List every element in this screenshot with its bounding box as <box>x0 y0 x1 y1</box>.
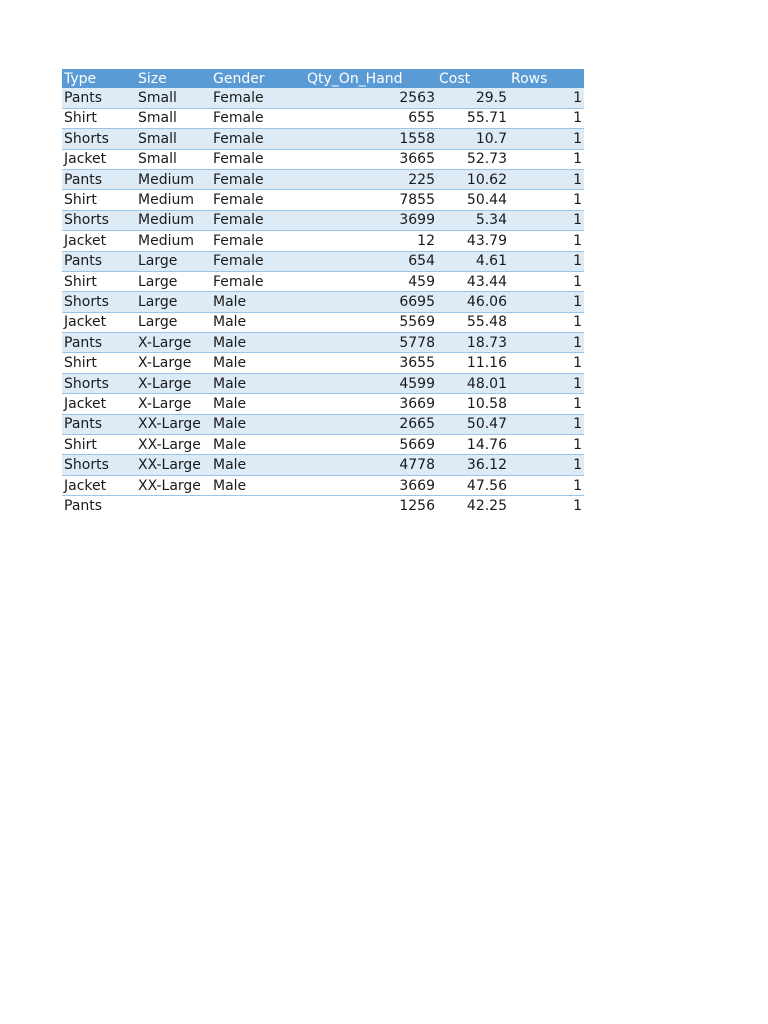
cell-gender: Male <box>211 353 297 373</box>
cell-type: Shorts <box>62 210 136 230</box>
cell-size: Medium <box>136 210 211 230</box>
table-row <box>62 373 584 393</box>
table-row <box>62 271 584 291</box>
header-rows: Rows <box>509 69 584 88</box>
cell-size: X-Large <box>136 394 211 414</box>
cell-gender: Male <box>211 333 297 353</box>
cell-qty-on-hand: 5778 <box>297 333 437 353</box>
cell-size: XX-Large <box>136 475 211 495</box>
cell-size: X-Large <box>136 373 211 393</box>
table-row <box>62 333 584 353</box>
cell-rows: 1 <box>509 414 584 434</box>
cell-rows: 1 <box>509 271 584 291</box>
header-qty-on-hand: Qty_On_Hand <box>297 69 437 88</box>
cell-qty-on-hand: 3669 <box>297 394 437 414</box>
cell-cost: 11.16 <box>437 353 509 373</box>
cell-type: Shirt <box>62 353 136 373</box>
cell-rows: 1 <box>509 129 584 149</box>
cell-qty-on-hand: 1256 <box>297 496 437 516</box>
cell-gender: Male <box>211 373 297 393</box>
inventory-table <box>62 69 584 516</box>
cell-type: Jacket <box>62 231 136 251</box>
cell-gender: Female <box>211 149 297 169</box>
cell-gender: Female <box>211 210 297 230</box>
cell-type: Jacket <box>62 475 136 495</box>
cell-cost: 48.01 <box>437 373 509 393</box>
cell-size: XX-Large <box>136 414 211 434</box>
cell-rows: 1 <box>509 353 584 373</box>
table-row <box>62 231 584 251</box>
cell-rows: 1 <box>509 88 584 108</box>
cell-gender <box>211 496 297 516</box>
table-row <box>62 169 584 189</box>
cell-cost: 10.58 <box>437 394 509 414</box>
cell-cost: 55.48 <box>437 312 509 332</box>
table-row <box>62 312 584 332</box>
header-type: Type <box>62 69 136 88</box>
cell-cost: 42.25 <box>437 496 509 516</box>
cell-qty-on-hand: 225 <box>297 169 437 189</box>
cell-rows: 1 <box>509 475 584 495</box>
cell-gender: Male <box>211 414 297 434</box>
cell-rows: 1 <box>509 496 584 516</box>
cell-gender: Female <box>211 108 297 128</box>
cell-cost: 50.44 <box>437 190 509 210</box>
cell-qty-on-hand: 459 <box>297 271 437 291</box>
cell-rows: 1 <box>509 435 584 455</box>
table-row <box>62 475 584 495</box>
table-row <box>62 455 584 475</box>
cell-gender: Female <box>211 271 297 291</box>
cell-cost: 43.44 <box>437 271 509 291</box>
cell-size: Medium <box>136 231 211 251</box>
cell-gender: Female <box>211 231 297 251</box>
cell-rows: 1 <box>509 251 584 271</box>
cell-type: Pants <box>62 496 136 516</box>
table-row <box>62 435 584 455</box>
cell-qty-on-hand: 2665 <box>297 414 437 434</box>
cell-rows: 1 <box>509 455 584 475</box>
cell-gender: Male <box>211 475 297 495</box>
cell-cost: 14.76 <box>437 435 509 455</box>
cell-cost: 43.79 <box>437 231 509 251</box>
cell-rows: 1 <box>509 149 584 169</box>
cell-type: Shirt <box>62 108 136 128</box>
cell-gender: Male <box>211 455 297 475</box>
cell-rows: 1 <box>509 373 584 393</box>
cell-type: Shorts <box>62 292 136 312</box>
cell-qty-on-hand: 7855 <box>297 190 437 210</box>
cell-gender: Female <box>211 129 297 149</box>
cell-size: Small <box>136 129 211 149</box>
table-row <box>62 292 584 312</box>
cell-rows: 1 <box>509 312 584 332</box>
cell-rows: 1 <box>509 333 584 353</box>
cell-type: Jacket <box>62 149 136 169</box>
cell-size: XX-Large <box>136 435 211 455</box>
cell-gender: Female <box>211 190 297 210</box>
cell-size: Large <box>136 251 211 271</box>
header-gender: Gender <box>211 69 297 88</box>
cell-cost: 52.73 <box>437 149 509 169</box>
table-row <box>62 251 584 271</box>
header-size: Size <box>136 69 211 88</box>
cell-type: Shorts <box>62 129 136 149</box>
header-row <box>62 69 584 88</box>
cell-size: Small <box>136 149 211 169</box>
cell-rows: 1 <box>509 210 584 230</box>
cell-gender: Female <box>211 169 297 189</box>
cell-type: Jacket <box>62 312 136 332</box>
cell-size: Medium <box>136 169 211 189</box>
cell-type: Jacket <box>62 394 136 414</box>
cell-cost: 10.7 <box>437 129 509 149</box>
table-row <box>62 210 584 230</box>
cell-qty-on-hand: 3699 <box>297 210 437 230</box>
cell-type: Pants <box>62 251 136 271</box>
cell-qty-on-hand: 6695 <box>297 292 437 312</box>
cell-cost: 46.06 <box>437 292 509 312</box>
cell-qty-on-hand: 5669 <box>297 435 437 455</box>
table-row <box>62 496 584 516</box>
cell-cost: 10.62 <box>437 169 509 189</box>
cell-qty-on-hand: 654 <box>297 251 437 271</box>
header-cost: Cost <box>437 69 509 88</box>
cell-qty-on-hand: 1558 <box>297 129 437 149</box>
cell-type: Pants <box>62 169 136 189</box>
cell-cost: 36.12 <box>437 455 509 475</box>
cell-rows: 1 <box>509 292 584 312</box>
cell-cost: 29.5 <box>437 88 509 108</box>
cell-gender: Male <box>211 435 297 455</box>
cell-size: Small <box>136 88 211 108</box>
cell-type: Pants <box>62 333 136 353</box>
cell-size: Medium <box>136 190 211 210</box>
cell-rows: 1 <box>509 394 584 414</box>
cell-rows: 1 <box>509 108 584 128</box>
cell-type: Shirt <box>62 190 136 210</box>
cell-gender: Male <box>211 394 297 414</box>
cell-gender: Female <box>211 88 297 108</box>
cell-qty-on-hand: 4778 <box>297 455 437 475</box>
cell-size: XX-Large <box>136 455 211 475</box>
table-row <box>62 394 584 414</box>
cell-rows: 1 <box>509 231 584 251</box>
table-row <box>62 88 584 108</box>
cell-gender: Male <box>211 312 297 332</box>
cell-qty-on-hand: 4599 <box>297 373 437 393</box>
cell-type: Shorts <box>62 373 136 393</box>
cell-type: Shirt <box>62 435 136 455</box>
cell-qty-on-hand: 3665 <box>297 149 437 169</box>
cell-cost: 47.56 <box>437 475 509 495</box>
cell-size: Large <box>136 292 211 312</box>
cell-size: Large <box>136 271 211 291</box>
cell-gender: Female <box>211 251 297 271</box>
cell-qty-on-hand: 3669 <box>297 475 437 495</box>
cell-type: Shirt <box>62 271 136 291</box>
cell-qty-on-hand: 12 <box>297 231 437 251</box>
cell-size: X-Large <box>136 333 211 353</box>
table-row <box>62 149 584 169</box>
table-row <box>62 353 584 373</box>
cell-cost: 5.34 <box>437 210 509 230</box>
cell-type: Pants <box>62 414 136 434</box>
cell-size: Large <box>136 312 211 332</box>
cell-qty-on-hand: 2563 <box>297 88 437 108</box>
table-row <box>62 414 584 434</box>
cell-qty-on-hand: 5569 <box>297 312 437 332</box>
cell-cost: 18.73 <box>437 333 509 353</box>
cell-type: Shorts <box>62 455 136 475</box>
table-row <box>62 190 584 210</box>
table-row <box>62 108 584 128</box>
cell-qty-on-hand: 655 <box>297 108 437 128</box>
cell-size <box>136 496 211 516</box>
cell-rows: 1 <box>509 169 584 189</box>
cell-qty-on-hand: 3655 <box>297 353 437 373</box>
cell-type: Pants <box>62 88 136 108</box>
cell-gender: Male <box>211 292 297 312</box>
table-row <box>62 129 584 149</box>
cell-size: Small <box>136 108 211 128</box>
cell-rows: 1 <box>509 190 584 210</box>
cell-cost: 55.71 <box>437 108 509 128</box>
cell-size: X-Large <box>136 353 211 373</box>
cell-cost: 4.61 <box>437 251 509 271</box>
cell-cost: 50.47 <box>437 414 509 434</box>
